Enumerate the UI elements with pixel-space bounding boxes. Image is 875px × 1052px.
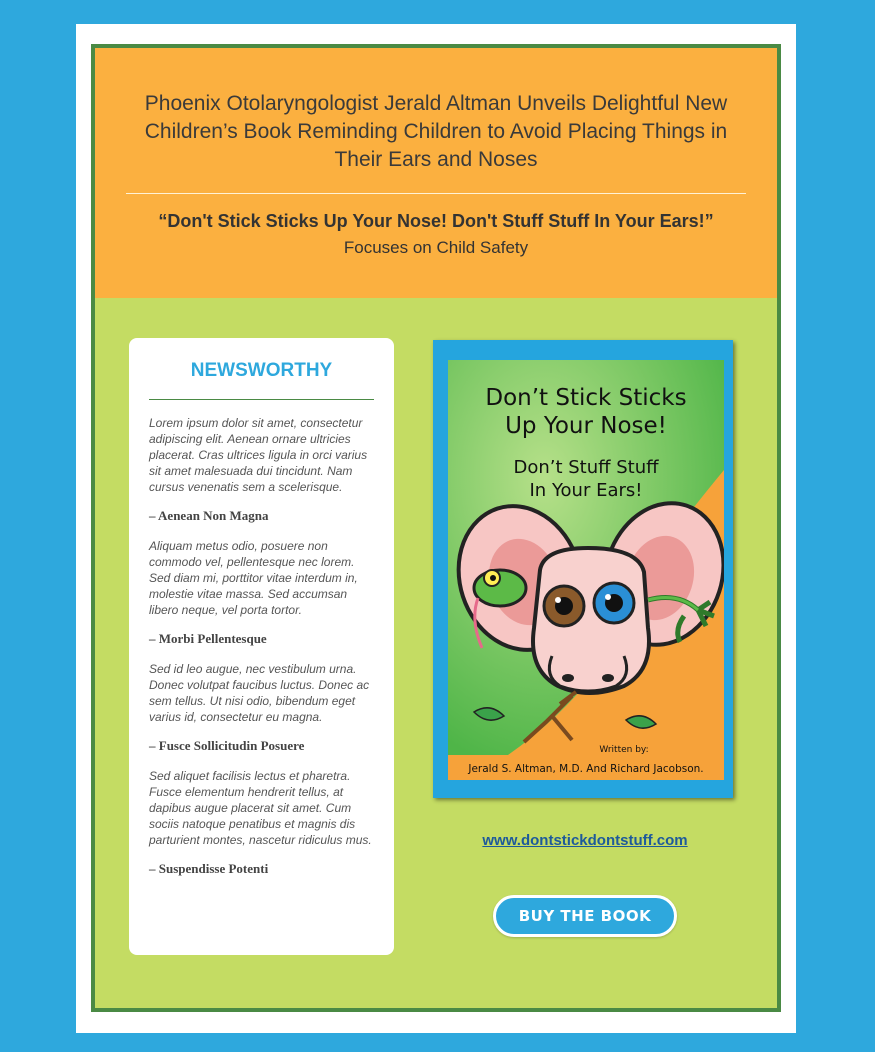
book-subtitle-line2: In Your Ears! (529, 480, 643, 501)
newsworthy-card (129, 338, 394, 955)
newsworthy-item-text: Lorem ipsum dolor sit amet, consectetur adipiscing elit. Aenean ornare ultricies placerat. Cras ultrices ligula in orci varius sit amet malesuada dui tincidunt. Nam cursus venenatis sem a scelerisque. (149, 416, 368, 494)
newsworthy-item-text: Aliquam metus odio, posuere non commodo vel, pellentesque nec lorem. Sed diam mi, porttitor vitae interdum in, molestie vitae massa. Sed accumsan libero neque, vel porta tortor. (149, 539, 358, 617)
website-link[interactable]: www.dontstickdontstuff.com (482, 832, 688, 849)
headline: Phoenix Otolaryngologist Jerald Altman Unveils Delightful New Children’s Book Reminding Children to Avoid Placing Things in Their Ears and Noses (144, 92, 728, 171)
newsworthy-item-attribution: – Fusce Sollicitudin Posuere (149, 738, 305, 753)
book-cover[interactable] (433, 340, 733, 798)
newsletter-frame (91, 44, 781, 1012)
book-title-quote: “Don't Stick Sticks Up Your Nose! Don't Stuff Stuff In Your Ears!” (158, 211, 714, 231)
newsworthy-list (149, 415, 377, 891)
book-written-by: Written by: (599, 745, 649, 755)
book-title-line2: Up Your Nose! (505, 413, 667, 439)
newsworthy-item-text: Sed id leo augue, nec vestibulum urna. Donec volutpat faucibus luctus. Donec ac sem tellus. Ut nisi odio, bibendum eget varius id, consectetur eu magna. (149, 662, 370, 724)
header-divider (126, 193, 746, 194)
header-section (95, 48, 777, 298)
book-title-line1: Don’t Stick Sticks (485, 385, 687, 411)
newsworthy-item-text: Sed aliquet facilisis lectus et pharetra. Fusce elementum hendrerit tellus, at dapibus augue placerat sit amet. Cum sociis natoque penatibus et magnis dis parturient montes, nascetur ridiculus mus. (149, 769, 372, 847)
book-authors: Jerald S. Altman, M.D. And Richard Jacobson. (468, 763, 704, 775)
newsworthy-title: NEWSWORTHY (190, 360, 333, 381)
book-cover-illustration (448, 360, 724, 780)
newsworthy-divider (149, 399, 374, 400)
newsworthy-item-attribution: – Aenean Non Magna (149, 508, 269, 523)
newsletter-container (76, 24, 796, 1033)
subheadline: Focuses on Child Safety (343, 238, 529, 257)
newsworthy-item-attribution: – Morbi Pellentesque (149, 631, 267, 646)
book-subtitle-line1: Don’t Stuff Stuff (513, 457, 659, 478)
newsworthy-item-attribution: – Suspendisse Potenti (149, 861, 269, 876)
book-cover-art (448, 360, 724, 780)
buy-the-book-button[interactable]: BUY THE BOOK (493, 895, 677, 937)
